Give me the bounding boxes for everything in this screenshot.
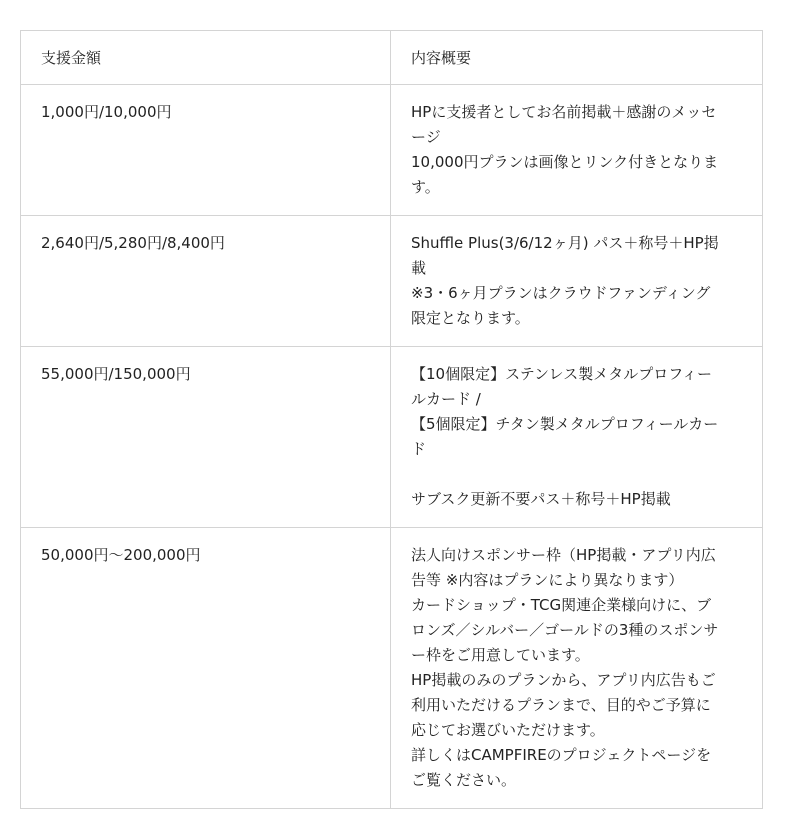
description-line: 法人向けスポンサー枠（HP掲載・アプリ内広 xyxy=(411,546,716,564)
description-line: ロンズ／シルバー／ゴールドの3種のスポンサ xyxy=(411,621,719,639)
table-body xyxy=(21,85,763,809)
description-line: す。 xyxy=(411,178,440,196)
support-plan-table xyxy=(20,30,763,809)
description-line: 【10個限定】ステンレス製メタルプロフィー xyxy=(411,365,713,383)
description-line: 告等 ※内容はプランにより異なります） xyxy=(411,571,684,589)
table-row xyxy=(21,347,763,528)
description-line: Shuffle Plus(3/6/12ヶ月) パス＋称号＋HP掲 xyxy=(411,234,719,252)
description-line: 応じてお選びいただけます。 xyxy=(411,721,605,739)
description-line: ージ xyxy=(411,128,441,146)
description-line xyxy=(411,462,742,487)
description-line: HP掲載のみのプランから、アプリ内広告もご xyxy=(411,671,716,689)
table-row xyxy=(21,528,763,809)
table-header-row xyxy=(21,31,763,85)
amount-cell: 2,640円/5,280円/8,400円 xyxy=(21,216,391,347)
description-line: サブスク更新不要パス＋称号＋HP掲載 xyxy=(411,490,671,508)
description-cell xyxy=(391,85,763,216)
table-row xyxy=(21,85,763,216)
description-cell xyxy=(391,216,763,347)
description-line: カードショップ・TCG関連企業様向けに、ブ xyxy=(411,596,712,614)
header-amount: 支援金額 xyxy=(21,31,391,85)
description-line: ド xyxy=(411,440,427,458)
description-line: 限定となります。 xyxy=(411,309,530,327)
description-line: 10,000円プランは画像とリンク付きとなりま xyxy=(411,153,719,171)
description-line: ※3・6ヶ月プランはクラウドファンディング xyxy=(411,284,711,302)
amount-cell: 50,000円〜200,000円 xyxy=(21,528,391,809)
description-line: 詳しくはCAMPFIREのプロジェクトページを xyxy=(411,746,712,764)
header-summary: 内容概要 xyxy=(391,31,763,85)
description-line: 利用いただけるプランまで、目的やご予算に xyxy=(411,696,711,714)
description-line: 載 xyxy=(411,259,427,277)
plan-table-container xyxy=(20,30,762,809)
description-cell xyxy=(391,528,763,809)
description-line: ご覧ください。 xyxy=(411,771,517,789)
description-line: 【5個限定】チタン製メタルプロフィールカー xyxy=(411,415,719,433)
table-row xyxy=(21,216,763,347)
description-line: ルカード / xyxy=(411,390,481,408)
description-line: HPに支援者としてお名前掲載＋感謝のメッセ xyxy=(411,103,717,121)
description-line: ー枠をご用意しています。 xyxy=(411,646,590,664)
amount-cell: 55,000円/150,000円 xyxy=(21,347,391,528)
description-cell xyxy=(391,347,763,528)
amount-cell: 1,000円/10,000円 xyxy=(21,85,391,216)
